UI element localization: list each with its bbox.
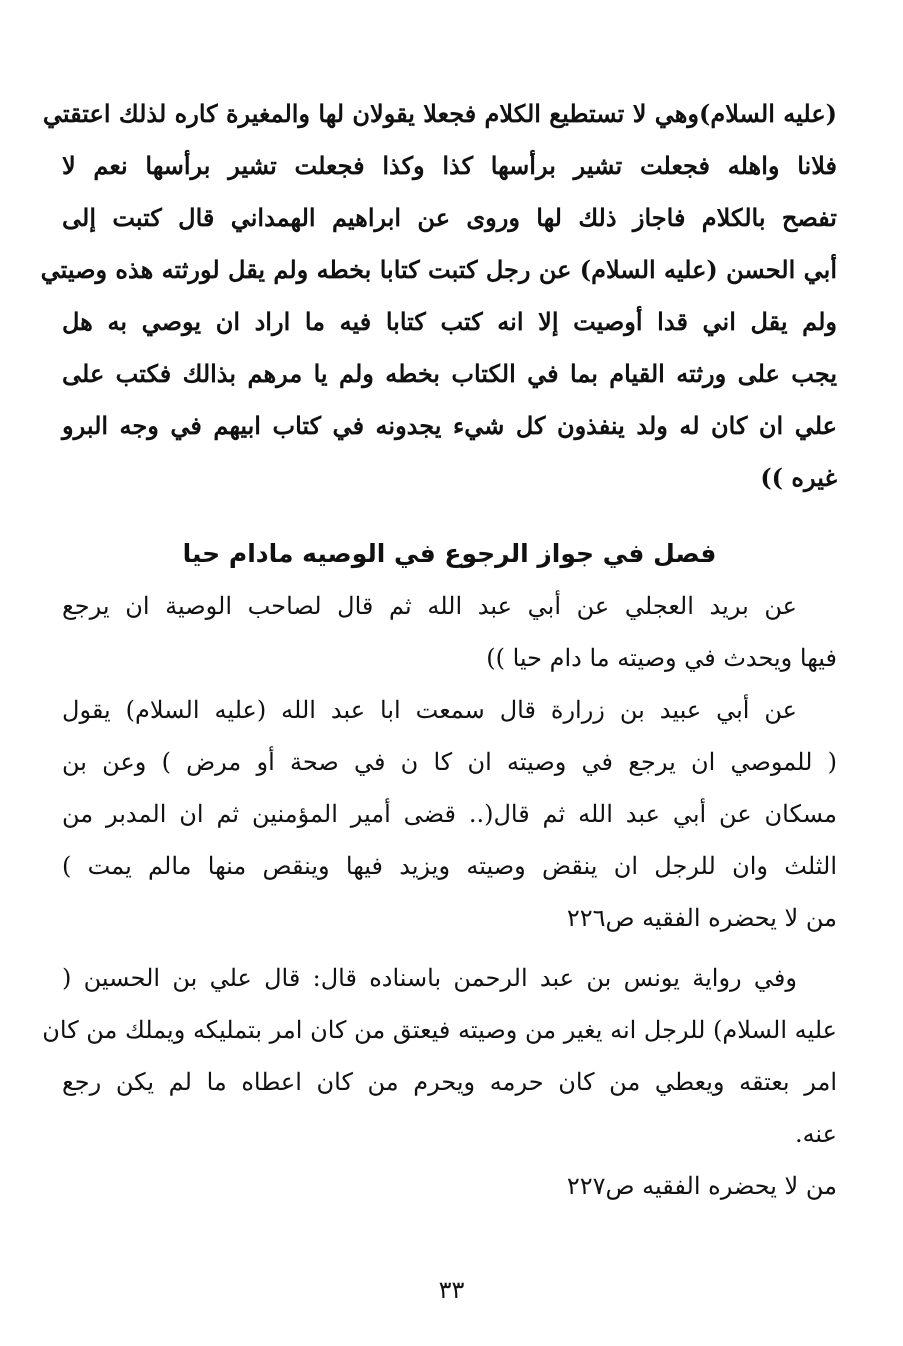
text-line: عن أبي عبيد بن زرارة قال سمعت ابا عبد الله (عليه السلام) يقول xyxy=(62,696,797,724)
source-reference: من لا يحضره الفقيه ص٢٢٦ xyxy=(566,904,837,932)
text-line: غيره )) xyxy=(760,463,837,492)
text-line: الثلث وان للرجل ان ينقض وصيته ويزيد فيها وينقص منها مالم يمت ) xyxy=(62,852,837,880)
text-line: أبي الحسن (عليه السلام) عن رجل كتبت كتابا بخطه ولم يقل لورثته هذه وصيتي xyxy=(40,255,837,284)
text-line: فلانا واهله فجعلت تشير برأسها كذا وكذا فجعلت تشير برأسها نعم لا xyxy=(62,151,837,180)
source-reference: من لا يحضره الفقيه ص٢٢٧ xyxy=(566,1172,837,1200)
paragraph-zurara xyxy=(62,684,837,892)
text-line: امر بعتقه ويعطي من كان حرمه ويحرم من كان اعطاه ما لم يكن رجع xyxy=(62,1068,838,1096)
page-number: ٣٣ xyxy=(438,1276,465,1304)
text-line: عنه. xyxy=(794,1120,837,1148)
text-line: وفي رواية يونس بن عبد الرحمن باسناده قال: قال علي بن الحسين ( xyxy=(62,964,797,992)
text-line: ( للموصي ان يرجع في وصيته ان كا ن في صحة أو مرض ) وعن بن xyxy=(62,748,837,776)
text-line: ولم يقل اني قدا أوصيت إلا انه كتب كتابا فيه ما اراد ان يوصي به هل xyxy=(62,307,837,336)
section-title: فصل في جواز الرجوع في الوصيه مادام حيا xyxy=(182,539,717,568)
text-line: يجب على ورثته القيام بما في الكتاب بخطه ولم يا مرهم بذالك فكتب على xyxy=(62,359,838,388)
intro-paragraph xyxy=(40,88,838,504)
text-line: عن بريد العجلي عن أبي عبد الله ثم قال لصاحب الوصية ان يرجع xyxy=(62,592,797,620)
text-line: عليه السلام) للرجل انه يغير من وصيته فيعتق من كان امر بتمليكه ويملك من كان xyxy=(42,1016,837,1044)
text-line: تفصح بالكلام فاجاز ذلك لها وروى عن ابراهيم الهمداني قال كتبت إلى xyxy=(62,203,837,232)
paragraph-buraid xyxy=(62,580,837,684)
paragraph-yunus xyxy=(42,952,838,1160)
text-line: فيها ويحدث في وصيته ما دام حيا )) xyxy=(486,644,837,672)
text-line: مسكان عن أبي عبد الله ثم قال(.. قضى أمير المؤمنين ثم ان المدبر من xyxy=(62,800,837,828)
text-line: علي ان كان له ولد ينفذون كل شيء يجدونه في كتاب ابيهم في وجه البرو xyxy=(62,411,837,440)
text-line: (عليه السلام)وهي لا تستطيع الكلام فجعلا يقولان لها والمغيرة كاره لذلك اعتقتي xyxy=(42,99,837,128)
